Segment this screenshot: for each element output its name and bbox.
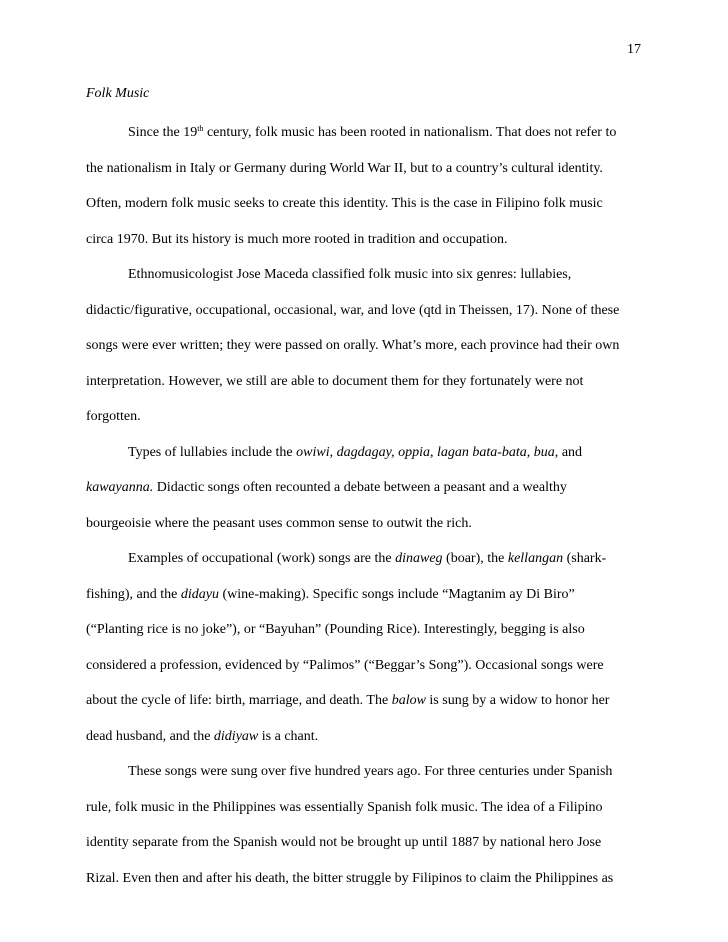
- text-segment: Examples of occupational (work) songs are the: [128, 551, 396, 566]
- italic-term: dagdagay, oppia: [336, 444, 430, 460]
- text-segment: ,: [429, 444, 437, 460]
- italic-term: owiwi: [296, 444, 330, 460]
- italic-term: kellangan: [507, 551, 564, 566]
- italic-term: lagan bata-bata, bua,: [436, 444, 559, 460]
- text-line: [86, 719, 642, 755]
- page-number: 17: [627, 42, 641, 57]
- text-line: Often, modern folk music seeks to create this identity. This is the case in Filipino folk music: [86, 196, 603, 211]
- text-segment: Types of lullabies include the: [128, 444, 297, 460]
- italic-term: balow: [391, 693, 426, 708]
- text-line: [86, 541, 642, 577]
- superscript: th: [197, 124, 204, 133]
- italic-term: didiyaw: [213, 728, 259, 744]
- text-line: didactic/figurative, occupational, occasional, war, and love (qtd in Theissen, 17). None of these: [86, 302, 620, 318]
- text-segment: Didactic songs often recounted a debate between a peasant and a wealthy: [153, 480, 567, 495]
- text-line: [86, 435, 642, 471]
- text-segment: century, folk music has been rooted in nationalism. That does not refer to: [203, 125, 617, 140]
- text-line: (“Planting rice is no joke”), or “Bayuhan” (Pounding Rice). Interestingly, begging is also: [86, 622, 585, 637]
- body-text: [86, 115, 642, 896]
- text-line: Ethnomusicologist Jose Maceda classified folk music into six genres: lullabies,: [128, 267, 572, 282]
- text-segment: ,: [329, 444, 337, 460]
- text-line: bourgeoisie where the peasant uses common sense to outwit the rich.: [86, 515, 472, 531]
- text-segment: is sung by a widow to honor her: [425, 693, 610, 708]
- text-line: circa 1970. But its history is much more rooted in tradition and occupation.: [86, 231, 508, 247]
- text-segment: (boar), the: [442, 551, 508, 566]
- text-segment: fishing), and the: [86, 586, 181, 602]
- text-line: These songs were sung over five hundred years ago. For three centuries under Spanish: [128, 764, 613, 779]
- text-segment: dead husband, and the: [86, 728, 214, 744]
- text-line: forgotten.: [86, 409, 141, 424]
- text-line: Rizal. Even then and after his death, the bitter struggle by Filipinos to claim the Philippines as: [86, 870, 614, 886]
- text-segment: Since the 19: [128, 125, 198, 140]
- text-line: songs were ever written; they were passed on orally. What’s more, each province had their own: [86, 338, 620, 353]
- section-title: Folk Music: [86, 86, 150, 101]
- text-segment: about the cycle of life: birth, marriage, and death. The: [86, 693, 392, 708]
- text-segment: and: [558, 444, 583, 460]
- text-line: rule, folk music in the Philippines was essentially Spanish folk music. The idea of a Filipino: [86, 799, 603, 815]
- page-bottom-margin: [0, 922, 728, 942]
- text-line: identity separate from the Spanish would not be brought up until 1887 by national hero Jose: [86, 835, 602, 850]
- text-line: the nationalism in Italy or Germany during World War II, but to a country’s cultural identity.: [86, 160, 603, 176]
- italic-term: didayu: [180, 586, 219, 602]
- text-line: considered a profession, evidenced by “Palimos” (“Beggar’s Song”). Occasional songs were: [86, 657, 604, 673]
- text-line: interpretation. However, we still are able to document them for they fortunately were not: [86, 373, 584, 389]
- text-segment: (shark-: [563, 551, 607, 566]
- text-line: [86, 577, 642, 613]
- italic-term: kawayanna.: [86, 480, 154, 495]
- italic-term: dinaweg: [395, 551, 443, 566]
- text-line: [86, 683, 642, 719]
- text-line: [86, 470, 642, 506]
- text-segment: is a chant.: [258, 728, 319, 744]
- text-segment: (wine-making). Specific songs include “Magtanim ay Di Biro”: [218, 586, 575, 602]
- text-line: [86, 115, 642, 151]
